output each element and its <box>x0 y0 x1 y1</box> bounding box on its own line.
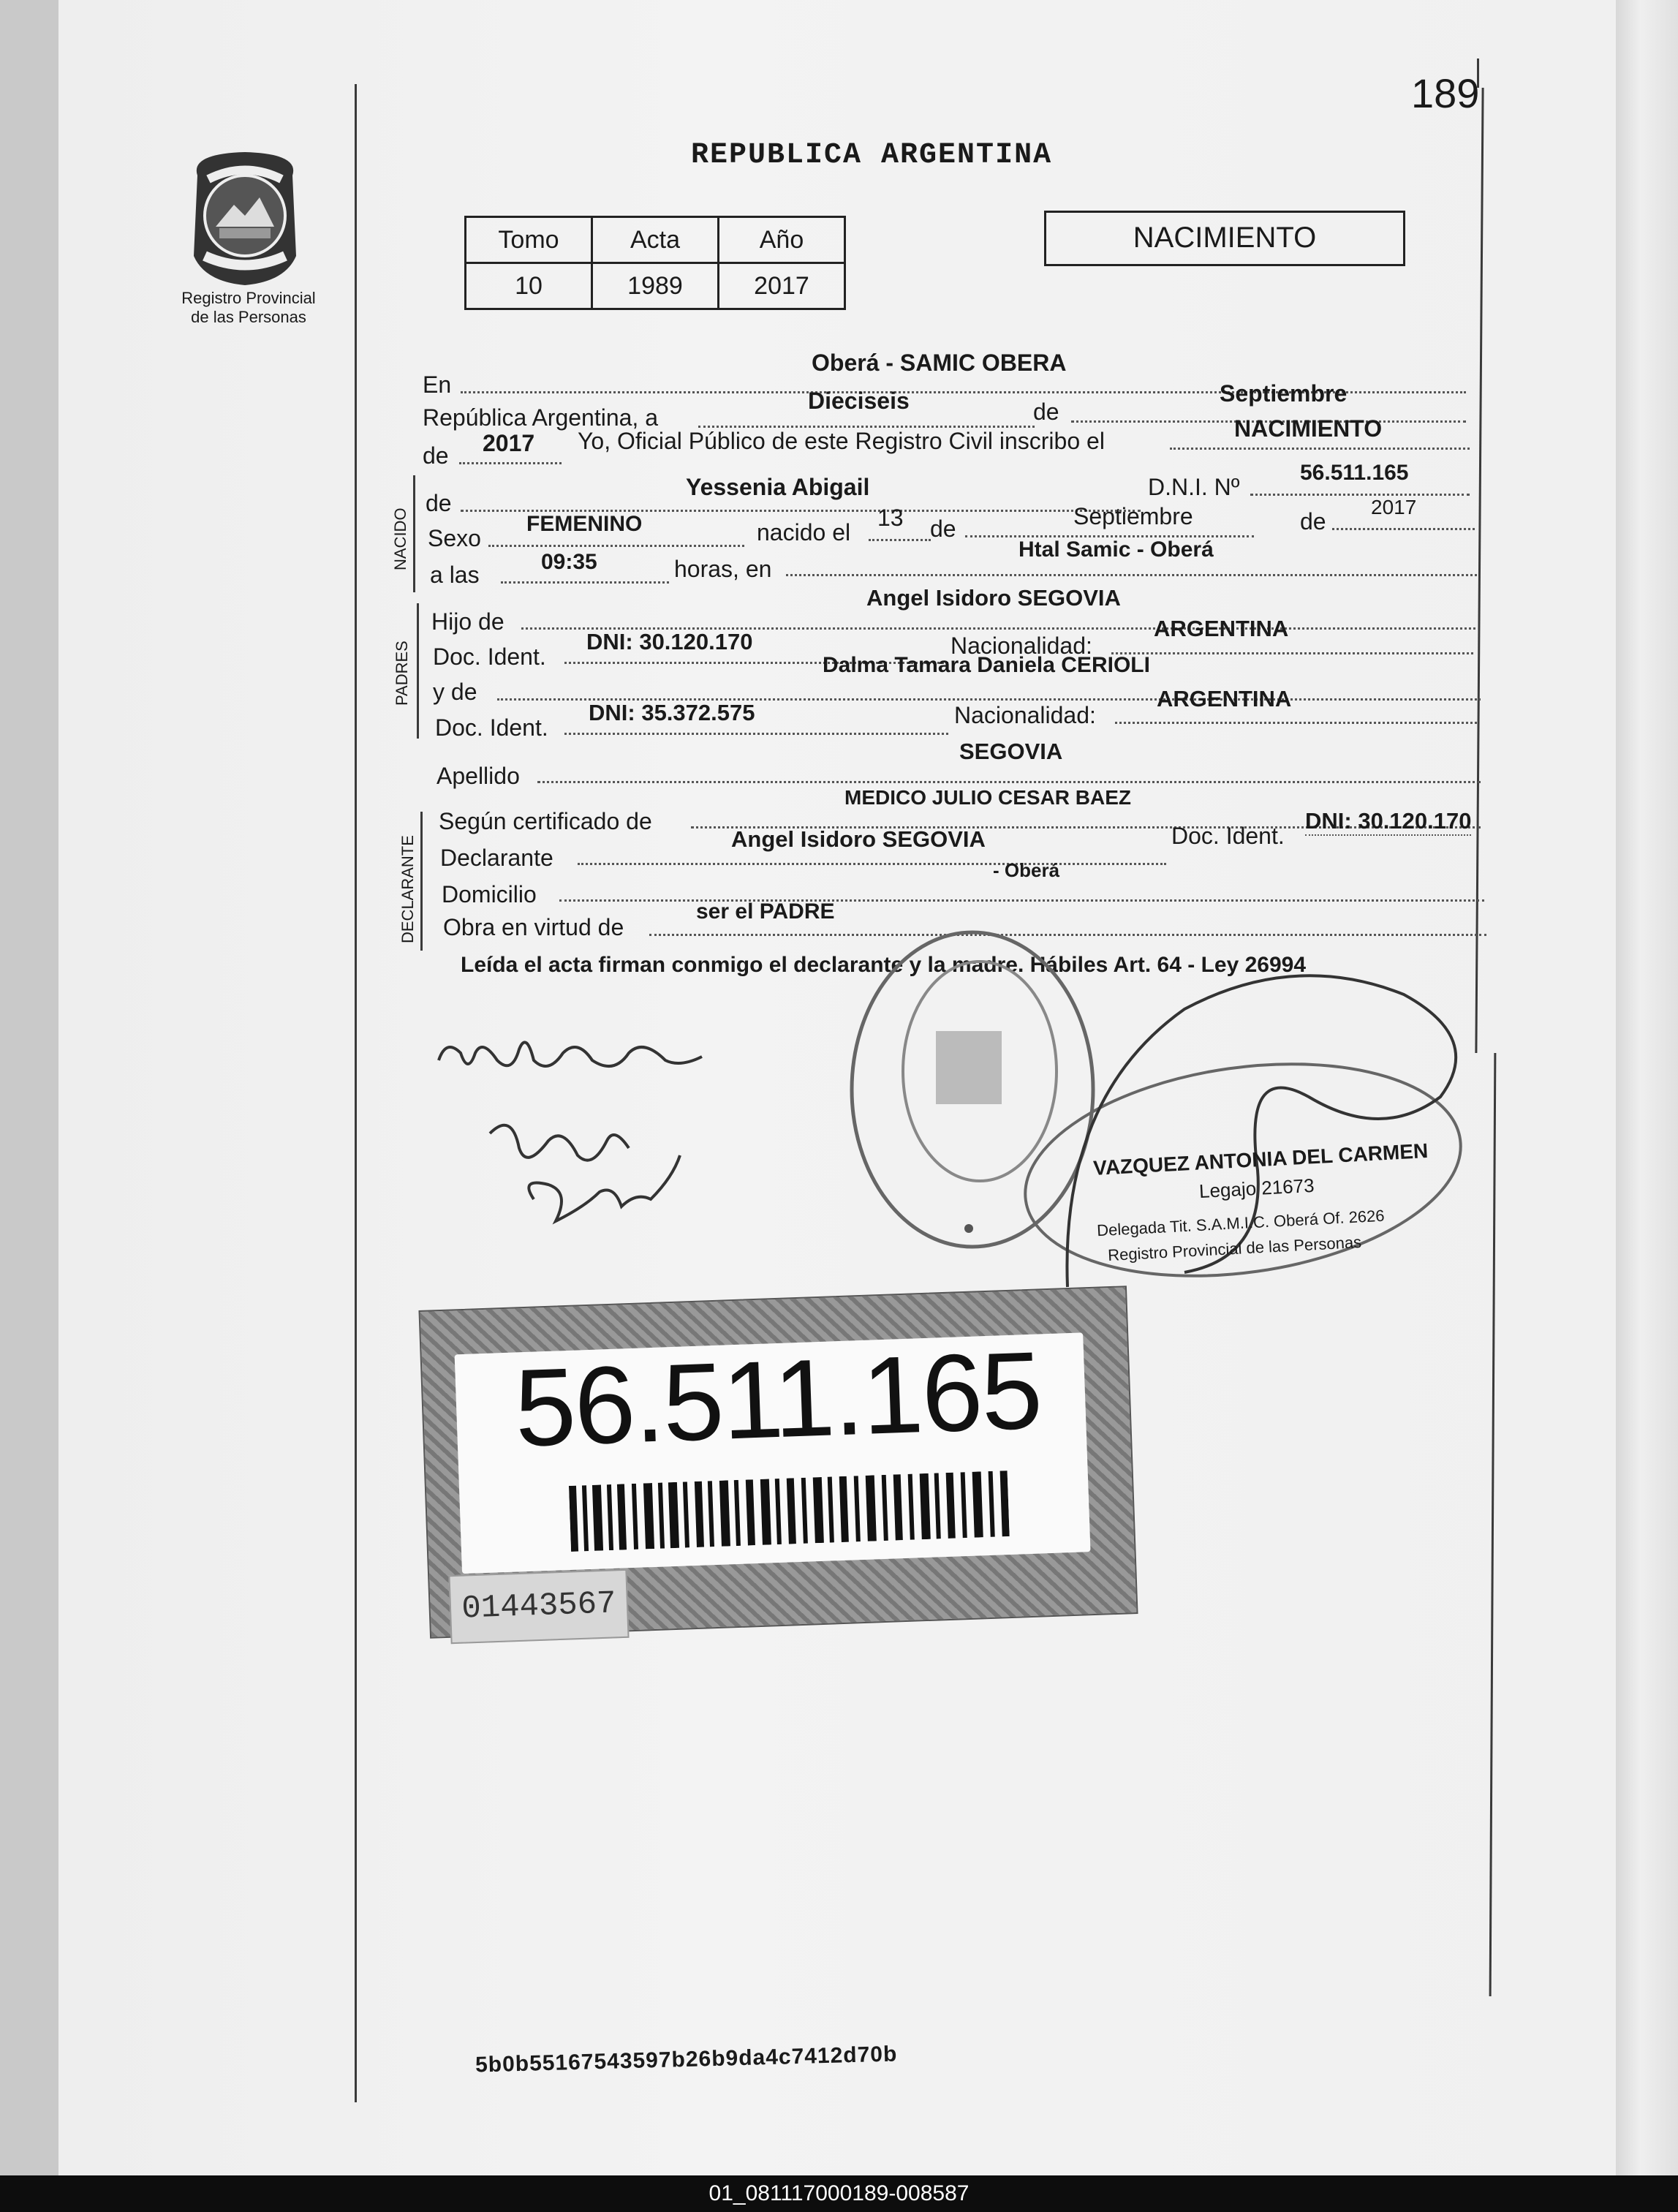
legal-notes: Leída el acta firman conmigo el declarante y la madre. Hábiles Art. 64 - Ley 26994 <box>461 953 1307 977</box>
header-tomo: Tomo <box>466 217 592 263</box>
barcode-icon <box>569 1471 1010 1552</box>
nacido-bracket <box>413 475 415 592</box>
label-doc-ident-madre: Doc. Ident. <box>435 714 548 741</box>
dotted-line <box>1250 494 1470 496</box>
dotted-line <box>578 863 1166 865</box>
official-delegada: Delegada Tit. S.A.M.I.C. Oberá Of. 2626 <box>1096 1206 1386 1240</box>
label-nacionalidad-madre: Nacionalidad: <box>954 702 1096 728</box>
label-apellido: Apellido <box>436 763 520 789</box>
header-acta: Acta <box>592 217 719 263</box>
sticker-serial: 01443567 <box>448 1569 629 1644</box>
label-de-nac-mes: de <box>930 516 956 542</box>
sticker-label <box>455 1328 1091 1574</box>
dotted-line <box>1332 528 1475 530</box>
label-yo-oficial: Yo, Oficial Público de este Registro Civil inscribo el <box>578 428 1105 454</box>
value-dni: 56.511.165 <box>1300 461 1409 485</box>
label-de-nombre: de <box>426 490 452 516</box>
side-label-padres: PADRES <box>393 641 411 706</box>
table-header-row <box>466 217 845 263</box>
value-padre: Angel Isidoro SEGOVIA <box>866 585 1121 611</box>
caption-line-1: Registro Provincial <box>181 289 316 307</box>
value-nac-dia: 13 <box>877 505 904 531</box>
value-obra: ser el PADRE <box>696 899 835 924</box>
registry-caption <box>154 289 344 327</box>
value-nac-anio: 2017 <box>1371 496 1417 518</box>
dotted-line <box>1115 722 1477 724</box>
dotted-line <box>459 462 562 464</box>
value-lugar-nacimiento: Htal Samic - Oberá <box>1018 537 1214 562</box>
value-madre: Dalma Tamara Daniela CERIOLI <box>823 653 1150 677</box>
value-nombre: Yessenia Abigail <box>686 474 870 500</box>
padres-bracket <box>417 603 419 739</box>
label-nacido-el: nacido el <box>757 519 851 546</box>
footer-id: 01_081117000189-008587 <box>0 2175 1678 2212</box>
declarante-bracket <box>420 812 423 951</box>
dotted-line <box>488 545 744 547</box>
handwritten-signatures <box>424 1009 731 1265</box>
label-doc-ident-declarante: Doc. Ident. <box>1171 823 1285 849</box>
value-acta: 1989 <box>592 263 719 309</box>
label-nacionalidad: Nacionalidad: <box>951 633 1092 659</box>
label-de-nac-anio: de <box>1300 508 1326 535</box>
value-padre-nacionalidad: ARGENTINA <box>1154 616 1289 641</box>
label-dni: D.N.I. Nº <box>1148 474 1240 500</box>
value-apellido: SEGOVIA <box>959 739 1063 764</box>
label-hijo-de: Hijo de <box>431 608 504 635</box>
label-obra-en-virtud: Obra en virtud de <box>443 914 624 940</box>
dotted-line <box>1170 448 1470 450</box>
value-nac-mes: Septiembre <box>1073 503 1193 529</box>
label-segun-certificado: Según certificado de <box>439 808 652 834</box>
value-sexo: FEMENINO <box>526 512 643 536</box>
sticker-dni-number: 56.511.165 <box>513 1328 1043 1470</box>
value-inscribo: NACIMIENTO <box>1234 415 1383 442</box>
label-a-las: a las <box>430 562 480 588</box>
caption-line-2: de las Personas <box>191 308 306 326</box>
page-number: 189 <box>1411 70 1480 116</box>
value-declarante: Angel Isidoro SEGOVIA <box>731 826 986 852</box>
value-madre-doc: DNI: 35.372.575 <box>589 700 755 725</box>
value-domicilio: - Oberá <box>993 859 1060 881</box>
value-dia: Dieciseis <box>808 388 910 414</box>
label-de-anio: de <box>423 442 449 469</box>
official-signature-and-stamp <box>1002 951 1513 1316</box>
label-declarante: Declarante <box>440 845 553 871</box>
label-horas-en: horas, en <box>674 556 772 582</box>
value-madre-nacionalidad: ARGENTINA <box>1157 686 1292 711</box>
value-anio: 2017 <box>719 263 845 309</box>
table-value-row <box>466 263 845 309</box>
dotted-line <box>869 539 931 541</box>
value-certificado: MEDICO JULIO CESAR BAEZ <box>844 786 1132 809</box>
label-de: de <box>1033 399 1059 425</box>
document-hash: 5b0b55167543597b26b9da4c7412d70b <box>475 2042 898 2077</box>
label-republica: República Argentina, a <box>423 404 658 431</box>
province-emblem-logo <box>175 146 314 292</box>
label-sexo: Sexo <box>428 525 481 551</box>
value-mes: Septiembre <box>1220 380 1348 407</box>
value-lugar-registro: Oberá - SAMIC OBERA <box>812 350 1067 376</box>
reference-table <box>464 216 846 310</box>
dotted-line <box>786 574 1477 576</box>
value-anio: 2017 <box>483 430 535 456</box>
official-legajo: Legajo 21673 <box>1198 1174 1315 1203</box>
header-anio: Año <box>719 217 845 263</box>
dotted-line <box>1111 652 1473 654</box>
value-tomo: 10 <box>466 263 592 309</box>
label-y-de: y de <box>433 679 477 705</box>
label-domicilio: Domicilio <box>442 881 537 907</box>
dotted-line <box>537 781 1481 783</box>
value-hora: 09:35 <box>541 550 597 574</box>
official-name: VAZQUEZ ANTONIA DEL CARMEN <box>1092 1139 1429 1179</box>
dotted-line <box>564 733 948 735</box>
record-type-box: NACIMIENTO <box>1044 211 1405 266</box>
country-title: REPUBLICA ARGENTINA <box>691 139 1053 172</box>
official-registro: Registro Provincial de las Personas <box>1107 1232 1362 1265</box>
dotted-line <box>501 581 669 584</box>
side-label-nacido: NACIDO <box>391 507 409 570</box>
left-margin-line <box>355 84 357 2102</box>
label-doc-ident: Doc. Ident. <box>433 643 546 670</box>
page-edge <box>1616 0 1678 2212</box>
value-declarante-doc: DNI: 30.120.170 <box>1305 808 1471 836</box>
label-en: En <box>423 371 452 398</box>
value-padre-doc: DNI: 30.120.170 <box>586 629 753 654</box>
side-label-declarante: DECLARANTE <box>398 835 417 943</box>
